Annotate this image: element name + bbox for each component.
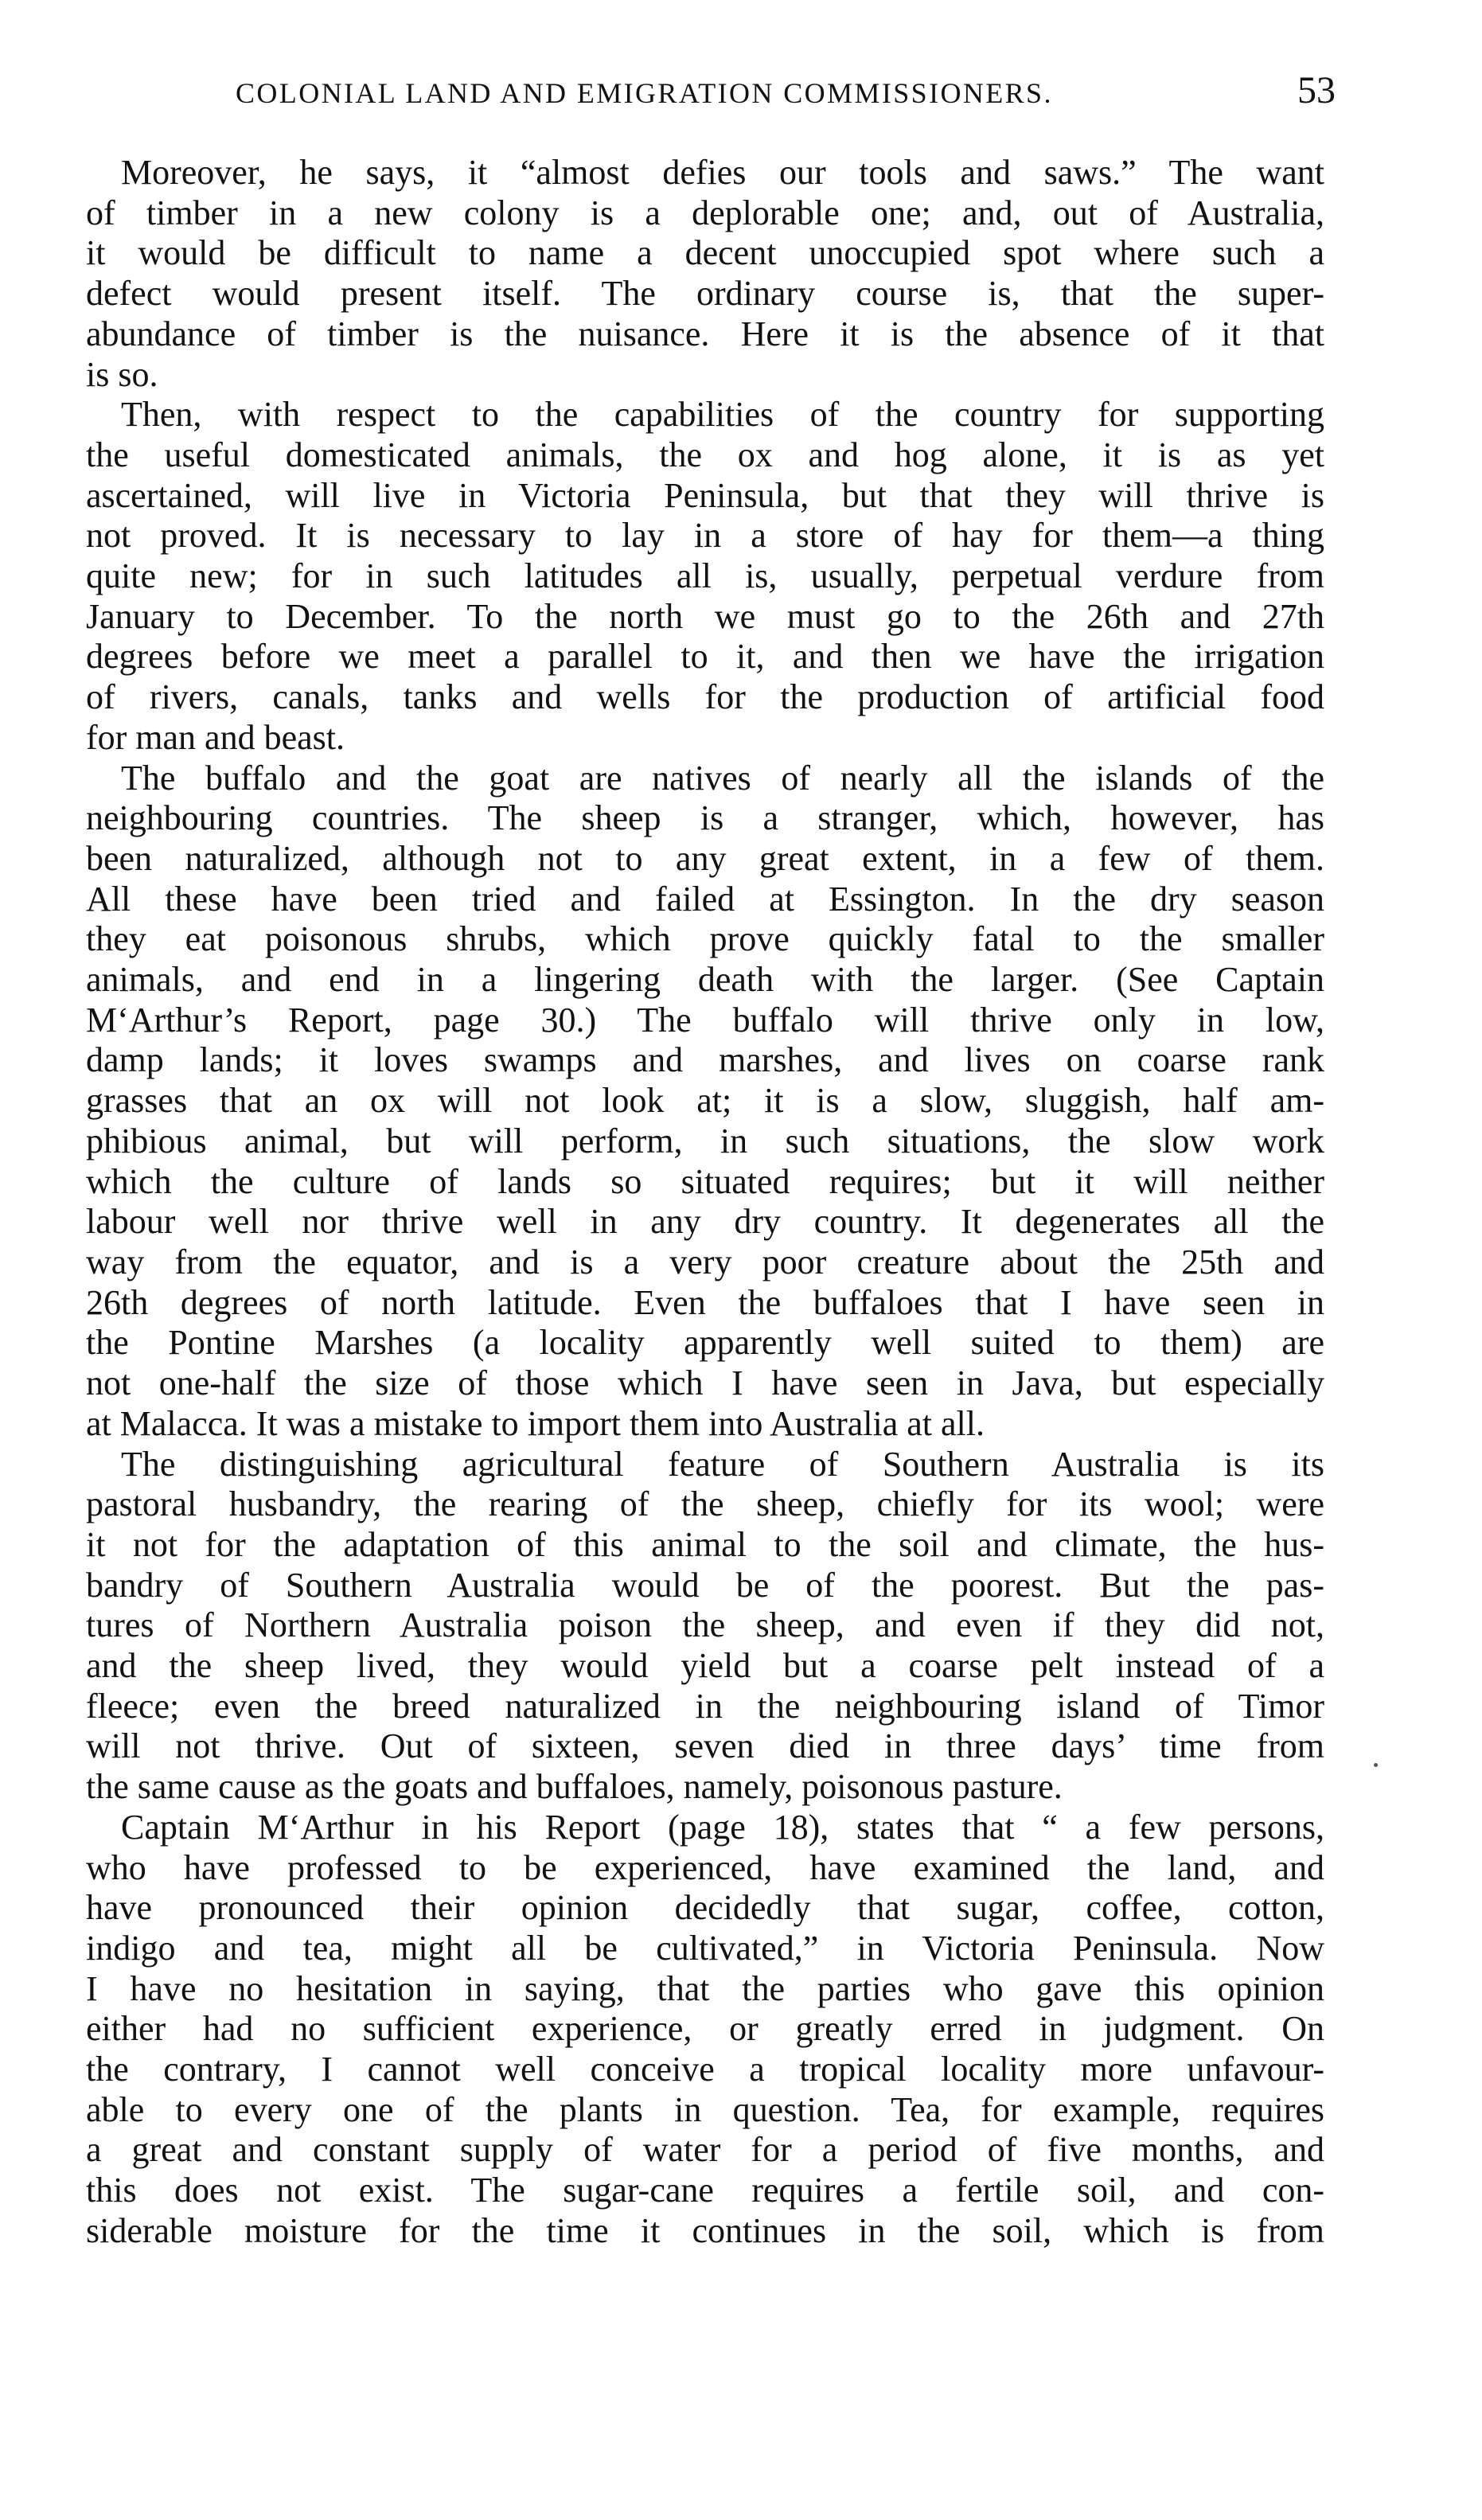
paragraph-5 bbox=[86, 1808, 1324, 2252]
text-line: tures of Northern Australia poison the sheep, and even if they did not, bbox=[86, 1605, 1324, 1645]
text-line: The distinguishing agricultural feature of Southern Australia is its bbox=[121, 1444, 1324, 1484]
paragraph-3 bbox=[86, 759, 1324, 1445]
text-line: at Malacca. It was a mistake to import them into Australia at all. bbox=[86, 1403, 985, 1443]
text-line: indigo and tea, might all be cultivated,” in Victoria Peninsula. Now bbox=[86, 1928, 1324, 1968]
text-line: will not thrive. Out of sixteen, seven died in three days’ time from bbox=[86, 1726, 1324, 1766]
text-line: pastoral husbandry, the rearing of the sheep, chiefly for its wool; were bbox=[86, 1484, 1324, 1524]
text-line: the useful domesticated animals, the ox and hog alone, it is as yet bbox=[86, 435, 1324, 474]
text-line: for man and beast. bbox=[86, 717, 345, 757]
text-line: fleece; even the breed naturalized in the neighbouring island of Timor bbox=[86, 1686, 1324, 1726]
page-number: 53 bbox=[1297, 69, 1336, 111]
paragraph-2 bbox=[86, 395, 1324, 758]
text-line: degrees before we meet a parallel to it, and then we have the irrigation bbox=[86, 637, 1324, 677]
text-line: this does not exist. The sugar-cane requires a fertile soil, and con- bbox=[86, 2171, 1324, 2210]
paragraph-1 bbox=[86, 153, 1324, 395]
text-line: have pronounced their opinion decidedly that sugar, coffee, cotton, bbox=[86, 1888, 1324, 1928]
text-line: siderable moisture for the time it continues in the soil, which is from bbox=[86, 2210, 1324, 2250]
text-line: which the culture of lands so situated requires; but it will neither bbox=[86, 1161, 1324, 1201]
text-line: bandry of Southern Australia would be of the poorest. But the pas- bbox=[86, 1565, 1324, 1605]
text-line: labour well nor thrive well in any dry country. It degenerates all the bbox=[86, 1202, 1324, 1242]
text-line: January to December. To the north we must go to the 26th and 27th bbox=[86, 596, 1324, 636]
text-line: quite new; for in such latitudes all is, usually, perpetual verdure from bbox=[86, 556, 1324, 596]
text-line: defect would present itself. The ordinary course is, that the super- bbox=[86, 274, 1324, 314]
text-line: Then, with respect to the capabilities of the country for supporting bbox=[121, 395, 1324, 435]
ink-speck bbox=[1374, 1763, 1378, 1767]
text-line: who have professed to be experienced, have examined the land, and bbox=[86, 1847, 1324, 1887]
text-line: able to every one of the plants in question. Tea, for example, requires bbox=[86, 2089, 1324, 2129]
text-line: All these have been tried and failed at Essington. In the dry season bbox=[86, 879, 1324, 919]
text-line: a great and constant supply of water for a period of five months, and bbox=[86, 2130, 1324, 2170]
text-line: and the sheep lived, they would yield but a coarse pelt instead of a bbox=[86, 1646, 1324, 1686]
text-line: abundance of timber is the nuisance. Here it is the absence of it that bbox=[86, 314, 1324, 353]
running-head: COLONIAL LAND AND EMIGRATION COMMISSIONERS. bbox=[236, 77, 1053, 109]
text-line: the same cause as the goats and buffaloes, namely, poisonous pasture. bbox=[86, 1767, 1063, 1807]
text-line: been naturalized, although not to any great extent, in a few of them. bbox=[86, 838, 1324, 878]
text-line: either had no sufficient experience, or greatly erred in judgment. On bbox=[86, 2009, 1324, 2049]
text-line: not one-half the size of those which I have seen in Java, but especially bbox=[86, 1363, 1324, 1403]
text-line: damp lands; it loves swamps and marshes, and lives on coarse rank bbox=[86, 1040, 1324, 1080]
text-line: M‘Arthur’s Report, page 30.) The buffalo will thrive only in low, bbox=[86, 1000, 1324, 1040]
text-line: not proved. It is necessary to lay in a store of hay for them—a thing bbox=[86, 516, 1324, 556]
text-line: The buffalo and the goat are natives of nearly all the islands of the bbox=[121, 758, 1324, 798]
text-line: phibious animal, but will perform, in such situations, the slow work bbox=[86, 1121, 1324, 1161]
text-line: Moreover, he says, it “almost defies our tools and saws.” The want bbox=[121, 153, 1324, 192]
text-line: neighbouring countries. The sheep is a stranger, which, however, has bbox=[86, 798, 1324, 838]
text-line: 26th degrees of north latitude. Even the buffaloes that I have seen in bbox=[86, 1282, 1324, 1322]
text-line: is so. bbox=[86, 354, 158, 394]
text-line: ascertained, will live in Victoria Peninsula, but that they will thrive is bbox=[86, 475, 1324, 515]
body-text bbox=[86, 153, 1324, 2252]
text-line: of timber in a new colony is a deplorable one; and, out of Australia, bbox=[86, 193, 1324, 232]
text-line: of rivers, canals, tanks and wells for the production of artificial food bbox=[86, 677, 1324, 717]
text-line: it not for the adaptation of this animal to the soil and climate, the hus- bbox=[86, 1524, 1324, 1564]
paragraph-4 bbox=[86, 1445, 1324, 1808]
text-line: grasses that an ox will not look at; it is a slow, sluggish, half am- bbox=[86, 1081, 1324, 1121]
text-line: Captain M‘Arthur in his Report (page 18), states that “ a few persons, bbox=[121, 1807, 1324, 1847]
text-line: animals, and end in a lingering death with the larger. (See Captain bbox=[86, 960, 1324, 1000]
text-line: the Pontine Marshes (a locality apparently well suited to them) are bbox=[86, 1323, 1324, 1363]
text-line: they eat poisonous shrubs, which prove quickly fatal to the smaller bbox=[86, 919, 1324, 959]
text-line: the contrary, I cannot well conceive a tropical locality more unfavour- bbox=[86, 2050, 1324, 2089]
text-line: I have no hesitation in saying, that the parties who gave this opinion bbox=[86, 1968, 1324, 2008]
text-line: way from the equator, and is a very poor creature about the 25th and bbox=[86, 1242, 1324, 1281]
text-line: it would be difficult to name a decent unoccupied spot where such a bbox=[86, 233, 1324, 273]
